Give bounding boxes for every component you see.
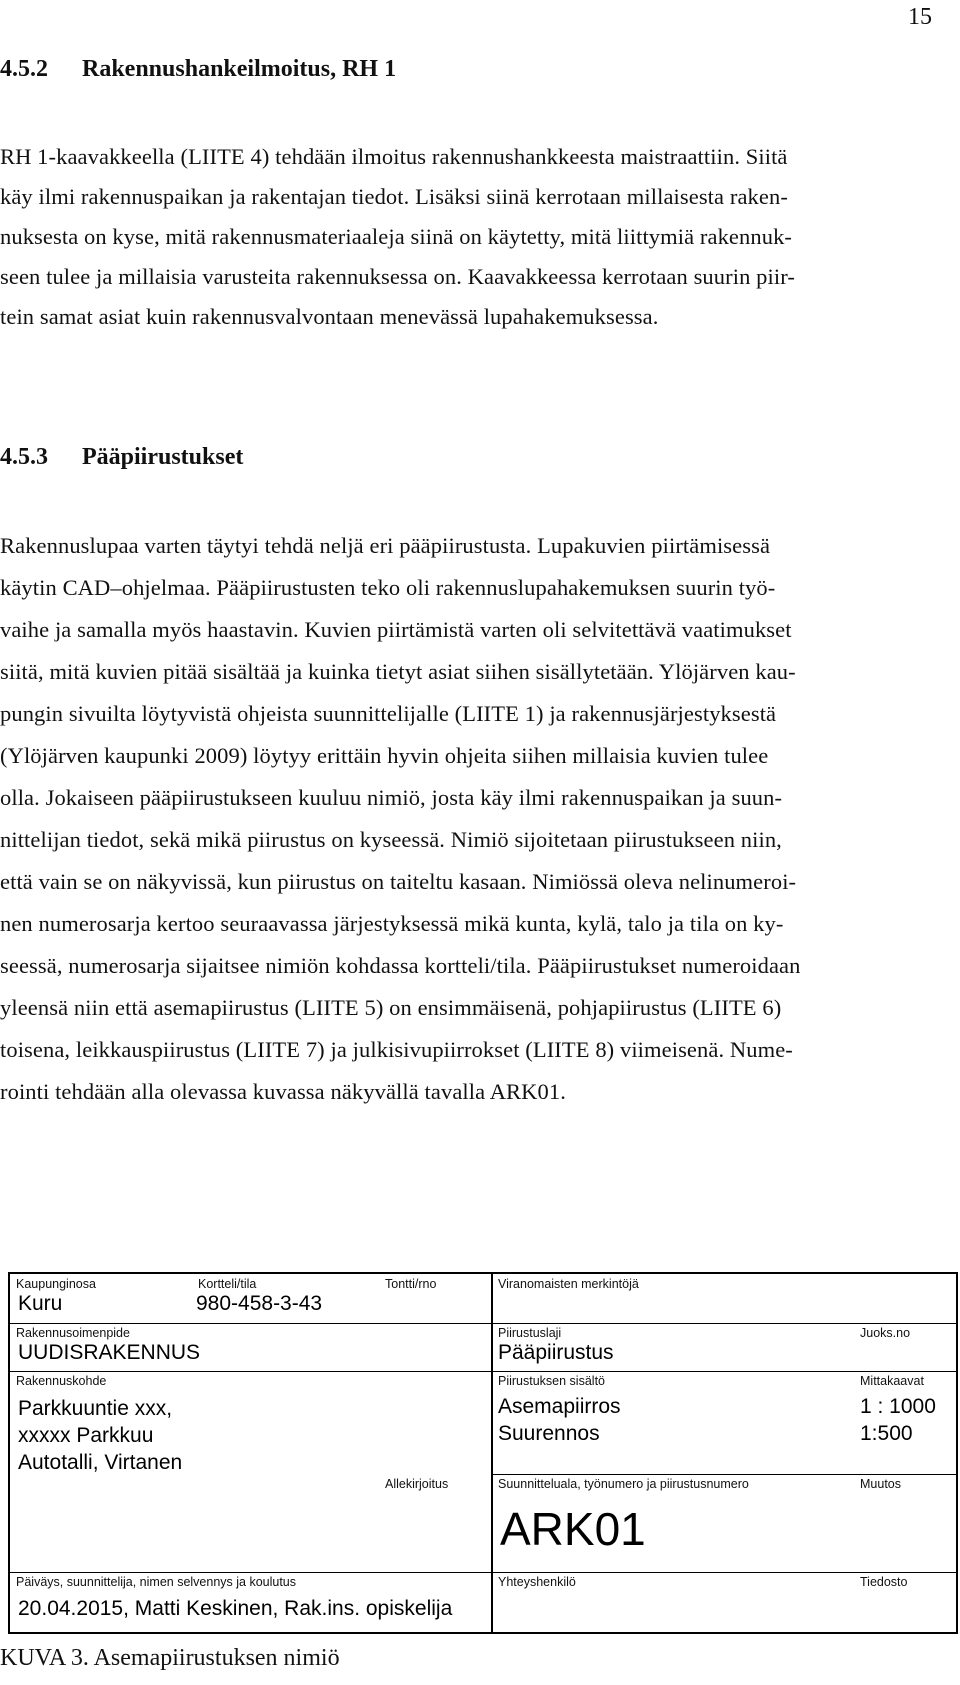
page-number: 15 [908, 4, 932, 30]
label-tiedosto: Tiedosto [860, 1575, 908, 1589]
text-line: rointi tehdään alla olevassa kuvassa näkyvällä tavalla ARK01. [0, 1079, 566, 1104]
value-paivays: 20.04.2015, Matti Keskinen, Rak.ins. opiskelija [18, 1597, 453, 1620]
label-rakennusoimenpide: Rakennusoimenpide [16, 1326, 130, 1340]
value-piirustusnumero: ARK01 [500, 1503, 646, 1555]
divider [10, 1572, 956, 1573]
label-kortteli: Kortteli/tila [198, 1277, 257, 1291]
label-mittakaavat: Mittakaavat [860, 1374, 924, 1388]
text-line: RH 1-kaavakkeella (LIITE 4) tehdään ilmoitus rakennushankkeesta maistraattiin. Siitä [0, 144, 788, 169]
text-line: käy ilmi rakennuspaikan ja rakentajan tiedot. Lisäksi siinä kerrotaan millaisesta raken- [0, 184, 788, 209]
label-sisalto: Piirustuksen sisältö [498, 1374, 605, 1388]
label-muutos: Muutos [860, 1477, 901, 1491]
value-mittakaava-1: 1 : 1000 [860, 1395, 936, 1418]
value-kohde-line1: Parkkuuntie xxx, [18, 1397, 173, 1420]
label-rakennuskohde: Rakennuskohde [16, 1374, 107, 1388]
divider [493, 1323, 956, 1324]
text-line: että vain se on näkyvissä, kun piirustus on taiteltu kasaan. Nimiössä oleva nelinumeroi- [0, 869, 797, 894]
divider [493, 1474, 956, 1475]
text-line: (Ylöjärven kaupunki 2009) löytyy erittäin hyvin ohjeita siihen millaisia kuvien tulee [0, 743, 769, 768]
value-sisalto-line2: Suurennos [498, 1422, 600, 1445]
value-kohde-line2: xxxxx Parkkuu [18, 1424, 154, 1447]
label-viranomaisten: Viranomaisten merkintöjä [498, 1277, 639, 1291]
label-paivays: Päiväys, suunnittelija, nimen selvennys ja koulutus [16, 1575, 297, 1589]
section-title: Pääpiirustukset [82, 444, 244, 470]
label-kaupunginosa: Kaupunginosa [16, 1277, 96, 1291]
text-line: seen tulee ja millaisia varusteita rakennuksessa on. Kaavakkeessa kerrotaan suurin piir- [0, 264, 795, 289]
divider [10, 1371, 956, 1372]
divider [491, 1274, 493, 1634]
value-sisalto-line1: Asemapiirros [498, 1395, 621, 1418]
label-allekirjoitus: Allekirjoitus [385, 1477, 449, 1491]
text-line: pungin sivuilta löytyvistä ohjeista suunnittelijalle (LIITE 1) ja rakennusjärjestyksestä [0, 701, 777, 726]
paragraph-paapiirustukset [0, 525, 960, 1113]
paragraph-rh1 [0, 137, 960, 337]
figure-caption: KUVA 3. Asemapiirustuksen nimiö [0, 1645, 340, 1671]
value-kunta: Kuru [18, 1292, 63, 1315]
label-juoks: Juoks.no [860, 1326, 911, 1340]
label-piirustuslaji: Piirustuslaji [498, 1326, 562, 1340]
text-line: nuksesta on kyse, mitä rakennusmateriaaleja siinä on käytetty, mitä liittymiä rakennuk- [0, 224, 793, 249]
text-line: toisena, leikkauspiirustus (LIITE 7) ja julkisivupiirrokset (LIITE 8) viimeisenä. Nume- [0, 1037, 793, 1062]
text-line: yleensä niin että asemapiirustus (LIITE 5) on ensimmäisenä, pohjapiirustus (LIITE 6) [0, 995, 782, 1020]
text-line: käytin CAD–ohjelmaa. Pääpiirustusten teko oli rakennuslupahakemuksen suurin työ- [0, 575, 776, 600]
text-line: olla. Jokaiseen pääpiirustukseen kuuluu nimiö, josta käy ilmi rakennuspaikan ja suun- [0, 785, 783, 810]
label-tontti: Tontti/rno [385, 1277, 437, 1291]
text-line: Rakennuslupaa varten täytyi tehdä neljä eri pääpiirustusta. Lupakuvien piirtämisessä [0, 533, 771, 558]
label-suunnitteluala: Suunnitteluala, työnumero ja piirustusnumero [498, 1477, 749, 1491]
value-kortteli: 980-458-3-43 [196, 1292, 323, 1315]
text-line: nittelijan tiedot, sekä mikä piirustus on kyseessä. Nimiö sijoitetaan piirustukseen niin, [0, 827, 782, 852]
label-yhteyshenkilo: Yhteyshenkilö [498, 1575, 576, 1589]
section-title: Rakennushankeilmoitus, RH 1 [82, 56, 397, 82]
text-line: seessä, numerosarja sijaitsee nimiön kohdassa kortteli/tila. Pääpiirustukset numeroidaan [0, 953, 801, 978]
value-kohde-line3: Autotalli, Virtanen [18, 1451, 183, 1474]
text-line: siitä, mitä kuvien pitää sisältää ja kuinka tietyt asiat siihen sisällytetään. Ylöjärven kau- [0, 659, 796, 684]
divider [10, 1323, 491, 1324]
value-mittakaava-2: 1:500 [860, 1422, 913, 1445]
text-line: tein samat asiat kuin rakennusvalvontaan menevässä lupahakemuksessa. [0, 304, 659, 329]
value-rakennusoimenpide: UUDISRAKENNUS [18, 1341, 201, 1364]
section-number: 4.5.3 [0, 444, 48, 470]
text-line: vaihe ja samalla myös haastavin. Kuvien piirtämistä varten oli selvitettävä vaatimukset [0, 617, 792, 642]
section-heading-452 [0, 56, 396, 83]
section-heading-453 [0, 444, 243, 471]
value-piirustuslaji: Pääpiirustus [498, 1341, 614, 1364]
section-number: 4.5.2 [0, 56, 48, 82]
text-line: nen numerosarja kertoo seuraavassa järjestyksessä mikä kunta, kylä, talo ja tila on ky- [0, 911, 784, 936]
title-block [8, 1272, 958, 1634]
